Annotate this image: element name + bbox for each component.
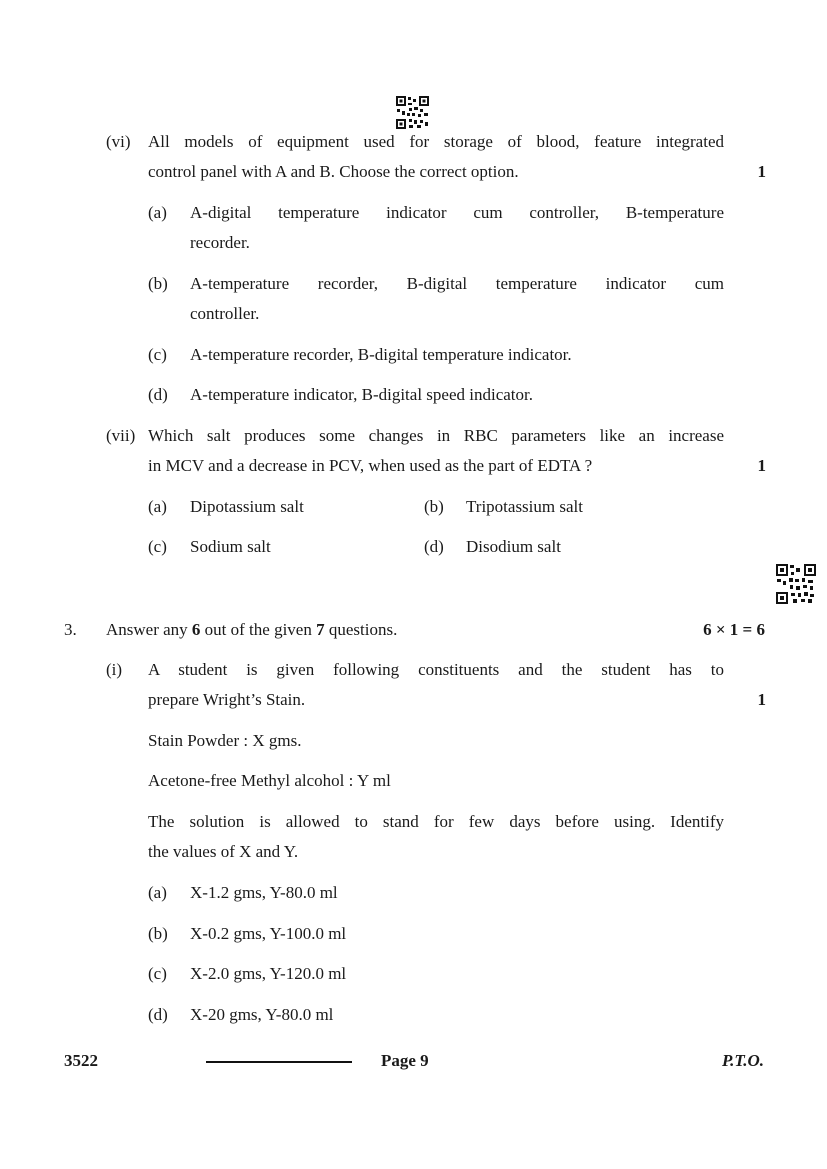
page-number: Page 9 [381,1051,429,1070]
question-vi-marks: 1 [757,162,766,181]
option-label: (d) [148,385,168,404]
option-text: A-temperature indicator, B-digital speed indicator. [190,385,533,404]
question-3i-marks: 1 [757,690,766,709]
option-label: (b) [424,497,444,516]
question-vi-text-line1: All models of equipment used for storage of blood, feature integrated [148,132,724,151]
paper-code: 3522 [64,1051,98,1070]
option-text: Sodium salt [190,537,271,556]
instruction-mid: out of the given [200,620,317,639]
option-text: X-1.2 gms, Y-80.0 ml [190,883,338,902]
question-vii-number: (vii) [106,426,136,445]
option-label: (d) [424,537,444,556]
qr-code-icon [396,96,429,129]
option-text-cont: recorder. [190,233,250,252]
methyl-alcohol-line: Acetone-free Methyl alcohol : Y ml [148,771,391,790]
option-text: A-digital temperature indicator cum controller, B-temperature [190,203,724,222]
option-label: (c) [148,964,167,983]
question-3-instruction [106,615,397,645]
option-text: Tripotassium salt [466,497,583,516]
option-label: (b) [148,274,168,293]
qr-code-icon [776,564,816,604]
option-text-cont: controller. [190,304,260,323]
instruction-total: 7 [316,620,325,639]
pto-label: P.T.O. [721,1051,764,1070]
option-text: A-temperature recorder, B-digital temperature indicator cum [190,274,724,293]
stain-powder-line: Stain Powder : X gms. [148,731,302,750]
option-label: (a) [148,883,167,902]
option-label: (c) [148,345,167,364]
option-label: (a) [148,203,167,222]
qr-code-top [396,96,429,129]
question-3-number: 3. [64,620,77,639]
option-text: Dipotassium salt [190,497,304,516]
option-text: X-2.0 gms, Y-120.0 ml [190,964,347,983]
option-label: (d) [148,1005,168,1024]
qr-code-side [776,564,816,604]
option-text: Disodium salt [466,537,561,556]
question-vii-text-line2: in MCV and a decrease in PCV, when used as the part of EDTA ? [148,456,593,475]
question-vi-number: (vi) [106,132,131,151]
question-3i-text-line2: prepare Wright’s Stain. [148,690,306,709]
question-3i-note-line2: the values of X and Y. [148,842,299,861]
question-3i-number: (i) [106,660,123,679]
question-vii-text-line1: Which salt produces some changes in RBC parameters like an increase [148,426,724,445]
instruction-pre: Answer any [106,620,192,639]
option-label: (c) [148,537,167,556]
question-3-marks: 6 × 1 = 6 [703,620,765,639]
instruction-count: 6 [191,620,201,639]
question-vii-marks: 1 [757,456,766,475]
question-3i-text-line1: A student is given following constituents and the student has to [148,660,724,679]
question-3i-note-line1: The solution is allowed to stand for few days before using. Identify [148,812,724,831]
option-label: (b) [148,924,168,943]
question-vi-text-line2: control panel with A and B. Choose the correct option. [148,162,519,181]
footer-divider [206,1061,352,1063]
option-text: X-20 gms, Y-80.0 ml [190,1005,334,1024]
option-text: A-temperature recorder, B-digital temperature indicator. [190,345,572,364]
option-label: (a) [148,497,167,516]
instruction-post: questions. [324,620,398,639]
option-text: X-0.2 gms, Y-100.0 ml [190,924,347,943]
